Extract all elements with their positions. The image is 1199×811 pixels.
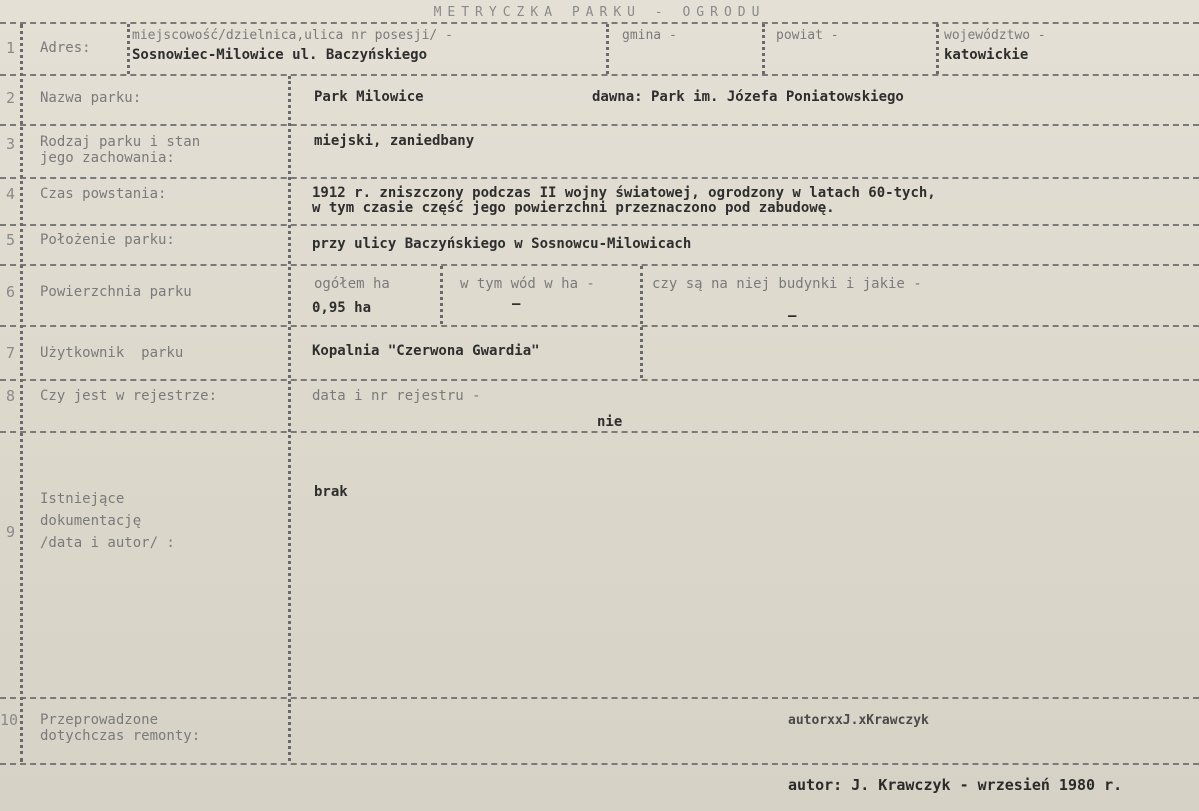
location-value: przy ulicy Baczyńskiego w Sosnowcu-Milowicach (312, 236, 692, 252)
buildings-value: — (788, 308, 797, 324)
row-number: 5 (6, 231, 16, 249)
repairs-value: autorxxJ.xKrawczyk (788, 713, 929, 728)
label-column-divider (288, 76, 291, 696)
label-column-divider (288, 699, 291, 761)
form-title: METRYCZKA PARKU - OGRODU (433, 5, 766, 20)
park-type-label: Rodzaj parku i stan jego zachowania: (40, 134, 201, 166)
register-value: nie (597, 414, 623, 430)
locality-label: miejscowość/dzielnica,ulica nr posesji/ - (132, 28, 453, 43)
address-divider (606, 24, 609, 74)
register-date-label: data i nr rejestru - (312, 388, 481, 404)
founded-line-1: 1912 r. zniszczony podczas II wojny światowej, ogrodzony w latach 60-tych, (312, 185, 936, 201)
address-divider (127, 24, 130, 74)
wojewodztwo-label: województwo - (944, 28, 1046, 43)
row-divider (0, 763, 1199, 765)
powiat-label: powiat - (776, 28, 839, 43)
row-number: 1 (6, 39, 16, 57)
row-divider (0, 224, 1199, 226)
address-label: Adres: (40, 40, 91, 56)
address-divider (762, 24, 765, 74)
documentation-label: Istniejące dokumentację /data i autor/ : (40, 491, 175, 551)
row-number: 8 (6, 387, 16, 405)
founded-label: Czas powstania: (40, 186, 167, 202)
park-former-name: dawna: Park im. Józefa Poniatowskiego (592, 89, 904, 105)
founded-line-2: w tym czasie część jego powierzchni przeznaczono pod zabudowę. (312, 200, 835, 216)
author-signature: autor: J. Krawczyk - wrzesień 1980 r. (788, 776, 1123, 794)
wojewodztwo-value: katowickie (944, 47, 1029, 63)
address-divider (936, 24, 939, 74)
row-divider (0, 264, 1199, 266)
buildings-label: czy są na niej budynki i jakie - (652, 276, 922, 292)
row-number: 4 (6, 185, 16, 203)
documentation-value: brak (314, 484, 348, 500)
row-number: 2 (6, 89, 16, 107)
area-total-label: ogółem ha (314, 276, 390, 292)
row-divider (0, 124, 1199, 126)
area-label: Powierzchnia parku (40, 284, 192, 300)
number-column-divider (20, 24, 23, 762)
row-number: 6 (6, 283, 16, 301)
park-type-value: miejski, zaniedbany (314, 133, 475, 149)
row-number: 7 (6, 344, 16, 362)
row-divider (0, 697, 1199, 699)
area-divider (640, 266, 643, 378)
row-divider (0, 74, 1199, 76)
repairs-label: Przeprowadzone dotychczas remonty: (40, 712, 201, 744)
user-label: Użytkownik parku (40, 345, 184, 361)
gmina-label: gmina - (622, 28, 677, 43)
location-label: Położenie parku: (40, 232, 175, 248)
area-divider (440, 266, 443, 324)
row-number: 3 (6, 135, 16, 153)
locality-value: Sosnowiec-Milowice ul. Baczyńskiego (132, 47, 428, 63)
row-divider (0, 325, 1199, 327)
park-name-label: Nazwa parku: (40, 90, 142, 106)
row-divider (0, 22, 1199, 24)
row-number: 10 (0, 711, 19, 729)
water-area-label: w tym wód w ha - (460, 276, 595, 292)
row-divider (0, 177, 1199, 179)
register-label: Czy jest w rejestrze: (40, 388, 218, 404)
water-area-value: — (512, 296, 521, 312)
park-name-value: Park Milowice (314, 89, 424, 105)
user-value: Kopalnia "Czerwona Gwardia" (312, 343, 540, 359)
area-total-value: 0,95 ha (312, 300, 372, 316)
row-divider (0, 379, 1199, 381)
row-divider (0, 431, 1199, 433)
row-number: 9 (6, 523, 16, 541)
